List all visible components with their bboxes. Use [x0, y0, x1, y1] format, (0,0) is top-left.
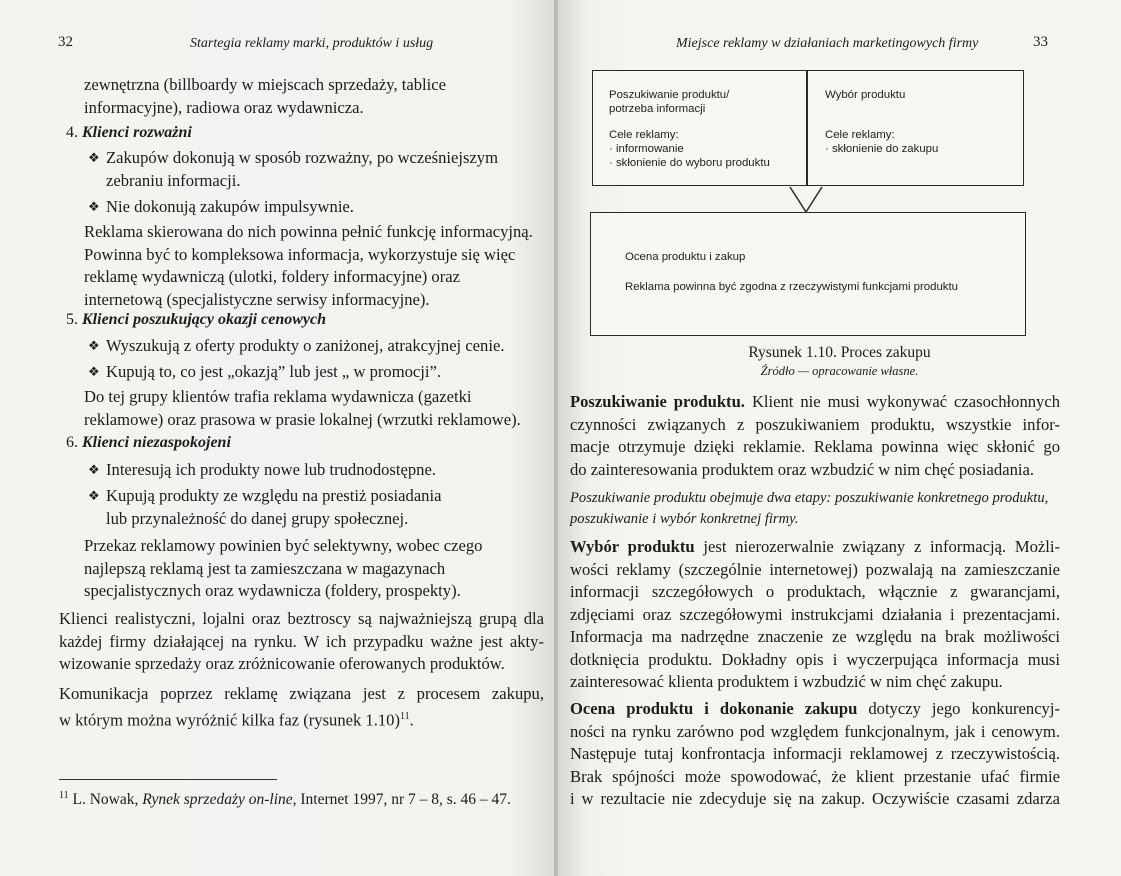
paragraph: Klienci realistyczni, lojalni oraz beztroscy są najważniejszą grupą dla każdej firmy działającej na rynku. W ich przypadku ważne jest akty- wizowanie sprzedaży oraz zróżnicowanie oferowanych produktów. — [59, 609, 544, 673]
bullet-icon: ❖ — [88, 462, 100, 477]
bullet-icon: ❖ — [88, 364, 100, 379]
diagram-stage-evaluate: Ocena produktu i zakup — [625, 251, 746, 263]
paragraph: Wybór produktu jest nierozerwalnie związany z informacją. Możli- wości reklamy (szczególnie internetowej) pozwalają na zamieszczanie informacji szczegółowych o produktach, włącznie z gwarancjami, zdjęciami oraz szczegółowymi instrukcjami działania i prezentacjami. Informacja ma nadrzędne znaczenie ze względu na brak możliwości dotknięcia produktu. Dokładny opis i wyczerpująca informacja musi zainteresować klienta produktem i wzbudzić w nim chęć zakupu. — [570, 537, 1060, 691]
book-gutter — [554, 0, 558, 876]
figure-caption: Rysunek 1.10. Proces zakupu — [748, 344, 931, 361]
paragraph: Przekaz reklamowy powinien być selektywny, wobec czego najlepszą reklamą jest ta zamieszczana w magazynach specjalistycznych oraz wydawnicza (foldery, prospekty). — [84, 536, 483, 600]
bullet-icon: ❖ — [88, 338, 100, 353]
italic-note: Poszukiwanie produktu obejmuje dwa etapy: poszukiwanie konkretnego produktu, poszukiwanie i wybór konkretnej firmy. — [570, 490, 1049, 527]
right-page — [558, 0, 1121, 876]
page-number: 33 — [1033, 34, 1048, 50]
figure-source: Źródło — opracowanie własne. — [760, 364, 919, 378]
paragraph: Reklama skierowana do nich powinna pełnić funkcję informacyjną. Powinna być to kompleksowa informacja, wykorzystuje się więc reklamę wydawniczą (ulotki, foldery informacyjne) oraz internetową (specjalistyczne serwisy informacyjne). — [84, 222, 533, 309]
footnote-rule — [59, 779, 277, 780]
section-heading: 6. Klienci niezaspokojeni — [66, 434, 231, 451]
running-head: Miejsce reklamy w działaniach marketingowych firmy — [676, 36, 979, 51]
paragraph: Ocena produktu i dokonanie zakupu dotyczy jego konkurencyj- ności na rynku zarówno pod względem funkcjonalnym, jak i cenowym. Następuje tutaj konfrontacja informacji reklamowej z rzeczywistością. Brak spójności może spowodować, że klient przestanie ufać firmie i w rezultacie nie zdecyduje się na zakup. Oczywiście czasami zdarza — [570, 699, 1060, 808]
paragraph: Do tej grupy klientów trafia reklama wydawnicza (gazetki reklamowe) oraz prasowa w prasie lokalnej (wrzutki reklamowe). — [84, 387, 521, 429]
running-head: Startegia reklamy marki, produktów i usług — [190, 36, 434, 51]
section-heading: 5. Klienci poszukujący okazji cenowych — [66, 311, 326, 328]
footnote: $^{11}$ L. Nowak, Rynek sprzedaży on-line, Internet 1997, nr 7 – 8, s. 46 – 47. — [59, 790, 511, 809]
bullet-icon: ❖ — [88, 488, 100, 503]
paragraph: Poszukiwanie produktu. Klient nie musi wykonywać czasochłonnych czynności związanych z poszukiwaniem produktu, wszystkie infor- macje otrzymuje dzięki reklamie. Reklama powinna więc skłonić go do zainteresowania produktem oraz wzbudzić w nim chęć posiadania. — [570, 392, 1060, 479]
bullet-icon: ❖ — [88, 199, 100, 214]
diagram-stage-search: Poszukiwanie produktu/ potrzeba informacji Cele reklamy: · informowanie · skłonienie do wyboru produktu — [609, 89, 770, 169]
page-number: 32 — [58, 34, 73, 50]
intro-text: zewnętrzna (billboardy w miejscach sprzedaży, tablice informacyjne), radiowa oraz wydawnicza. — [84, 75, 446, 117]
left-page: 32 Startegia reklamy marki, produktów i usług zewnętrzna (billboardy w miejscach sprzedaży, tablice informacyjne), radiowa oraz wydawnicza. 4. Klienci rozważni ❖ Zakupów dokonują w sposób rozważny, po wcześniejszym zebraniu informacji. ❖ Nie dokonują zakupów impulsywnie. Reklama skierowana do nich powinna pełnić funkcję informacyjną. Powinna być to kompleksowa informacja, wykorzystuje się więc reklamę wydawniczą (ulotki, foldery informacyjne) oraz internetową (specjalistyczne serwisy informacyjne). 5. Klienci poszukujący okazji cenowych ❖ Wyszukują z oferty produkty o zaniżonej, atrakcyjnej cenie. ❖ Kupują to, co jest „okazją” lub jest „ w promocji”. Do tej grupy klientów trafia reklama wydawnicza (gazetki reklamowe) oraz prasowa w prasie lokalnej (wrzutki reklamowe). 6. Klienci niezaspokojeni ❖ Interesują ich produkty nowe lub trudnodostępne. ❖ Kupują produkty ze względu na prestiż posiadania lub przynależność do danej grupy społecznej. Przekaz reklamowy powinien być selektywny, wobec czego najlepszą reklamą jest ta zamieszczana w magazynach specjalistycznych oraz wydawnicza (foldery, prospekty). Klienci realistyczni, lojalni oraz beztroscy są najważniejszą grupą dla każdej firmy działającej na rynku. W ich przypadku ważne jest akty- wizowanie sprzedaży oraz zróżnicowanie oferowanych produktów. Komunikacja poprzez reklamę związana jest z procesem zakupu, w którym można wyróżnić kilka faz (rysunek 1.10)$^{11}$. $^{11}$ L. Nowak, Rynek sprzedaży on-line, Internet 1997, nr 7 – 8, s. 46 – 47. — [0, 0, 554, 876]
diagram-stage-evaluate-text: Reklama powinna być zgodna z rzeczywistymi funkcjami produktu — [625, 281, 958, 293]
diagram-arrow — [788, 186, 824, 214]
paragraph: Komunikacja poprzez reklamę związana jest z procesem zakupu, w którym można wyróżnić kilka faz (rysunek 1.10)$^{11}$. — [59, 684, 544, 730]
diagram-divider — [806, 70, 808, 186]
diagram-stage-select: Wybór produktu Cele reklamy: · skłonienie do zakupu — [825, 89, 939, 155]
diagram-box-evaluate-buy — [590, 212, 1026, 336]
bullet-icon: ❖ — [88, 150, 100, 165]
section-heading: 4. Klienci rozważni — [66, 124, 192, 141]
